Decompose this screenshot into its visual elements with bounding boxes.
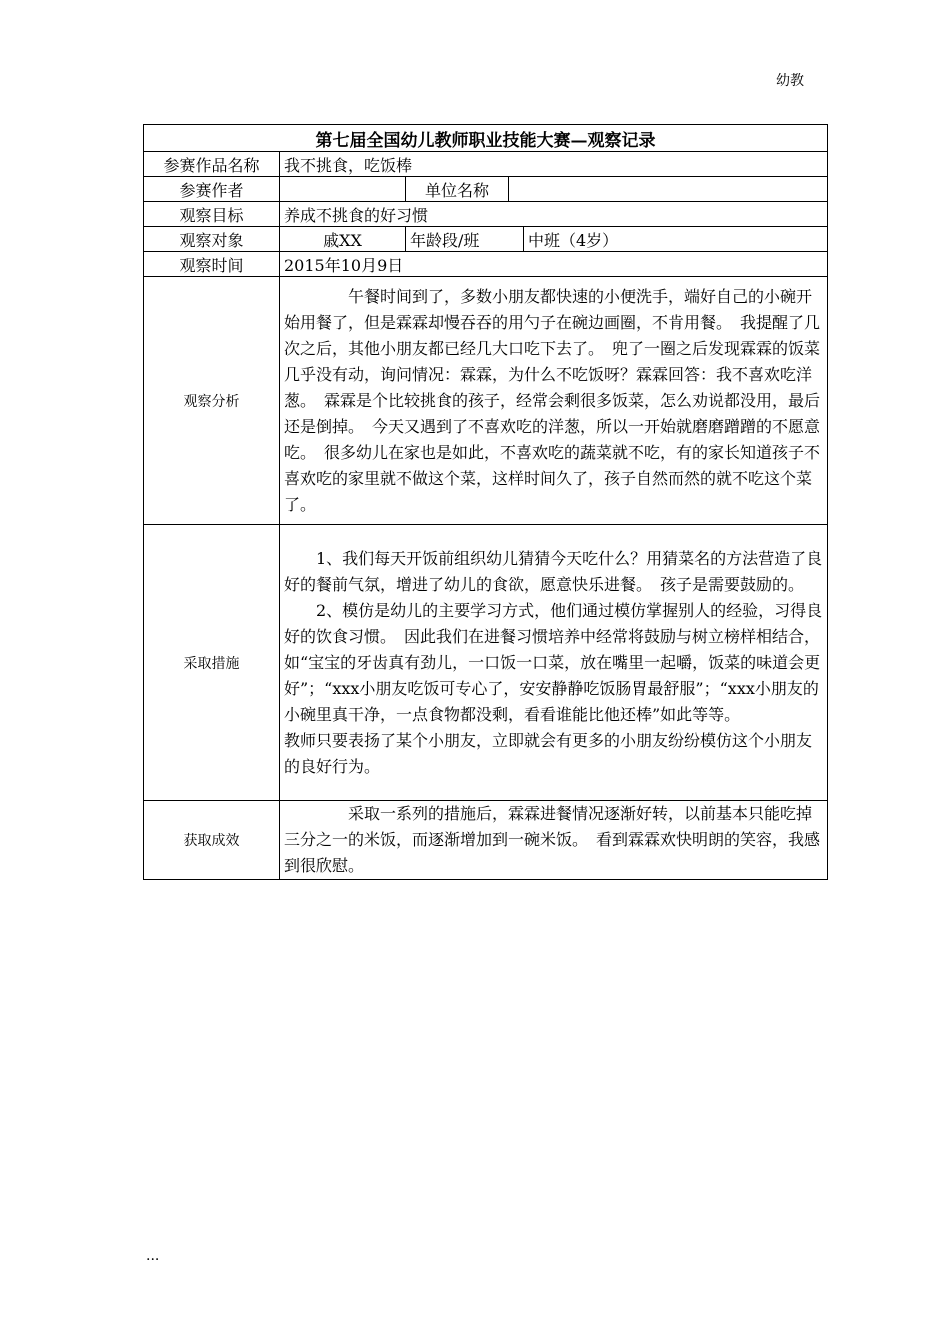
work-name-value: 我不挑食，吃饭棒 xyxy=(280,152,828,177)
measures-label: 采取措施 xyxy=(144,525,280,801)
measures-paragraph-2: 2、模仿是幼儿的主要学习方式，他们通过模仿掌握别人的经验，习得良好的饮食习惯。 因此我们在进餐习惯培养中经常将鼓励与树立榜样相结合，如“宝宝的牙齿真有劲儿，一口饭一口菜，放在嘴里一起嚼，饭菜的味道会更好”；“xxx小朋友吃饭可专心了，安安静静吃饭肠胃最舒服”；“xxx小朋友的小碗里真干净，一点食物都没剩，看看谁能比他还棒”如此等等。 xyxy=(284,600,823,724)
measures-paragraph-1: 1、我们每天开饭前组织幼儿猜猜今天吃什么？用猜菜名的方法营造了良好的餐前气氛，增进了幼儿的食欲，愿意快乐进餐。 孩子是需要鼓励的。 xyxy=(284,548,823,594)
age-value: 中班（4岁） xyxy=(524,227,828,252)
header-tag: 幼教 xyxy=(776,73,804,89)
time-label: 观察时间 xyxy=(144,252,280,277)
measures-paragraph-3: 教师只要表扬了某个小朋友，立即就会有更多的小朋友纷纷模仿这个小朋友的良好行为。 xyxy=(284,730,813,776)
author-value xyxy=(280,177,406,202)
time-value: 2015年10月9日 xyxy=(280,252,828,277)
goal-label: 观察目标 xyxy=(144,202,280,227)
results-label: 获取成效 xyxy=(144,801,280,880)
unit-value xyxy=(509,177,828,202)
subject-label: 观察对象 xyxy=(144,227,280,252)
analysis-label: 观察分析 xyxy=(144,277,280,525)
results-text: 采取一系列的措施后，霖霖进餐情况逐渐好转，以前基本只能吃掉三分之一的米饭，而逐渐增加到一碗米饭。 看到霖霖欢快明朗的笑容，我感到很欣慰。 xyxy=(280,801,828,880)
observation-record-table xyxy=(143,124,828,880)
work-name-label: 参赛作品名称 xyxy=(144,152,280,177)
unit-label: 单位名称 xyxy=(406,177,509,202)
age-label: 年龄段/班 xyxy=(406,227,524,252)
goal-value: 养成不挑食的好习惯 xyxy=(280,202,828,227)
footer-ellipsis: ... xyxy=(146,1248,160,1264)
subject-value: 戚XX xyxy=(280,227,406,252)
record-title: 第七届全国幼儿教师职业技能大赛—观察记录 xyxy=(144,125,828,152)
author-label: 参赛作者 xyxy=(144,177,280,202)
analysis-text: 午餐时间到了，多数小朋友都快速的小便洗手，端好自己的小碗开始用餐了，但是霖霖却慢吞吞的用勺子在碗边画圈，不肯用餐。 我提醒了几次之后，其他小朋友都已经几大口吃下去了。 兜了一圈之后发现霖霖的饭菜几乎没有动，询问情况：霖霖，为什么不吃饭呀？霖霖回答：我不喜欢吃洋葱。 霖霖是个比较挑食的孩子，经常会剩很多饭菜，怎么劝说都没用，最后还是倒掉。 今天又遇到了不喜欢吃的洋葱，所以一开始就磨磨蹭蹭的不愿意吃。 很多幼儿在家也是如此，不喜欢吃的蔬菜就不吃，有的家长知道孩子不喜欢吃的家里就不做这个菜，这样时间久了，孩子自然而然的就不吃这个菜了。 xyxy=(280,277,828,525)
measures-text xyxy=(280,525,828,801)
